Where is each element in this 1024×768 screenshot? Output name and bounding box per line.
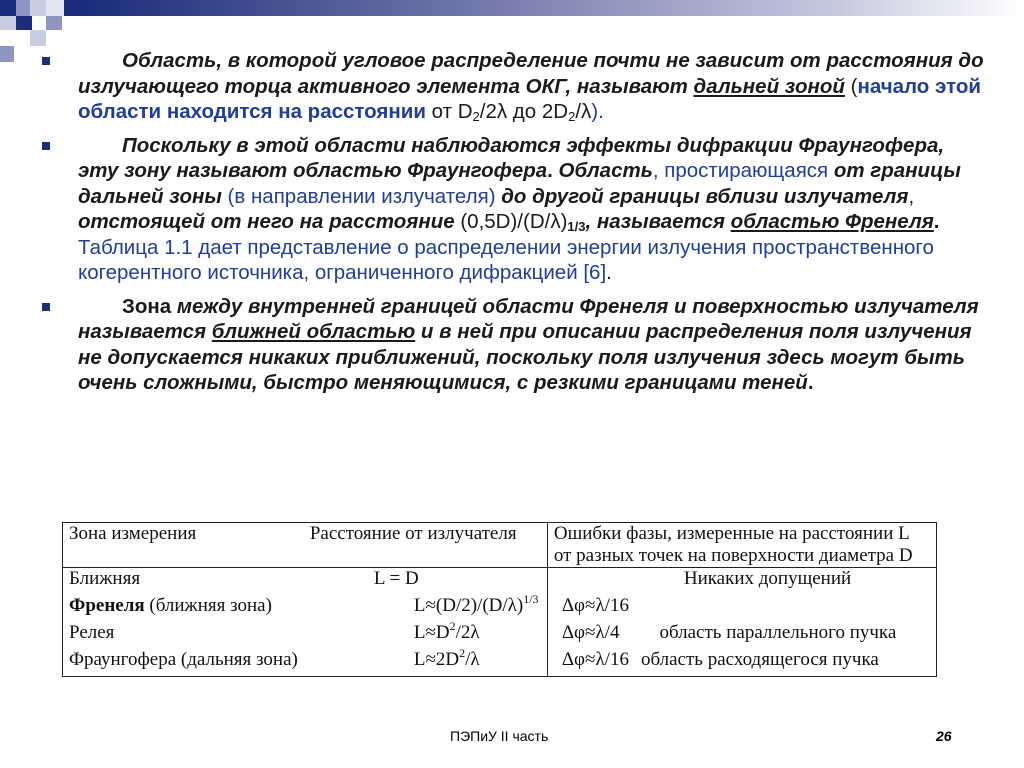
footer-text: ПЭПиУ II часть: [450, 728, 549, 744]
header-distance: Расстояние от излучателя: [304, 523, 547, 546]
table-row: [63, 622, 937, 649]
cell-zone: Релея: [69, 622, 115, 643]
term-near-zone: ближней областью: [211, 320, 416, 343]
cell-distance: $L\approx 2D^2/\lambda$: [304, 649, 547, 677]
cell-phase-error: Δφ≈λ/16: [561, 595, 629, 616]
table-row: [63, 595, 937, 622]
bullet-item-fraunhofer: [40, 133, 990, 286]
cell-distance: $L\approx D^2/2\lambda$: [304, 622, 547, 649]
table-header-row: [63, 545, 937, 568]
cell-phase-error: Δφ≈λ/4 область параллельного пучка: [561, 622, 897, 643]
paragraph-fraunhofer: Поскольку в этой области наблюдаются эффекты дифракции Фраунгофера, эту зону называют областью Фраунгофера. Область, простирающаяся от границы дальней зоны (в направлении излучателя) до другой границы вблизи излучателя, отстоящей от него на расстояние $(0,5D)/(D/\lambda)_{1/3}$, называется областью Френеля. Таблица 1.1 дает представление о распределении энергии излучения пространственного когерентного источника, ограниченного дифракцией [6].: [78, 133, 961, 284]
cell-distance: L = D: [304, 568, 547, 596]
bullet-square-icon: [42, 142, 50, 150]
cell-note: область расходящегося пучка: [640, 649, 879, 670]
bullet-item-near-zone: [40, 294, 990, 396]
table-row: [63, 649, 937, 677]
bullet-item-far-zone: [40, 48, 990, 125]
header-zone: Зона измерения: [69, 523, 197, 544]
bullet-square-icon: [42, 57, 50, 65]
table-row: [63, 568, 937, 596]
paragraph-far-zone: Область, в которой угловое распределение почти не зависит от расстояния до излучающего торца активного элемента ОКГ, называют дальней зоной (начало этой области находится на расстоянии от $D_2/2\lambda$ до $2D_2/\lambda$).: [78, 49, 984, 124]
table-header-row: [63, 523, 937, 546]
measurement-zones-table: [62, 522, 937, 677]
cell-zone: Ближняя: [69, 568, 141, 589]
paragraph-near-zone: Зона между внутренней границей области Френеля и поверхностью излучателя называется ближней областью и в ней при описании распределения поля излучения не допускается никаких приближений, поскольку поля излучения здесь могут быть очень сложными, быстро меняющимися, с резкими границами теней.: [78, 294, 979, 394]
header-phase-error-line2: от разных точек на поверхности диаметра D: [547, 545, 936, 568]
term-far-zone: дальней зоной: [693, 74, 845, 98]
cell-zone: Фраунгофера (дальняя зона): [69, 649, 298, 670]
cell-note: область параллельного пучка: [659, 622, 897, 643]
cell-zone: Френеля (ближняя зона): [69, 595, 272, 616]
cell-phase-error: Никаких допущений: [683, 568, 852, 589]
cell-distance: $L\approx(D/2)/(D/\lambda)^{1/3}$: [304, 595, 547, 622]
bullet-square-icon: [42, 303, 50, 311]
cell-phase-error: Δφ≈λ/16 область расходящегося пучка: [561, 649, 879, 670]
slide-content: [40, 48, 990, 404]
term-fresnel-zone: областью Френеля: [730, 210, 934, 233]
header-phase-error-line1: Ошибки фазы, измеренные на расстоянии L: [553, 523, 910, 544]
page-number: 26: [936, 728, 952, 744]
